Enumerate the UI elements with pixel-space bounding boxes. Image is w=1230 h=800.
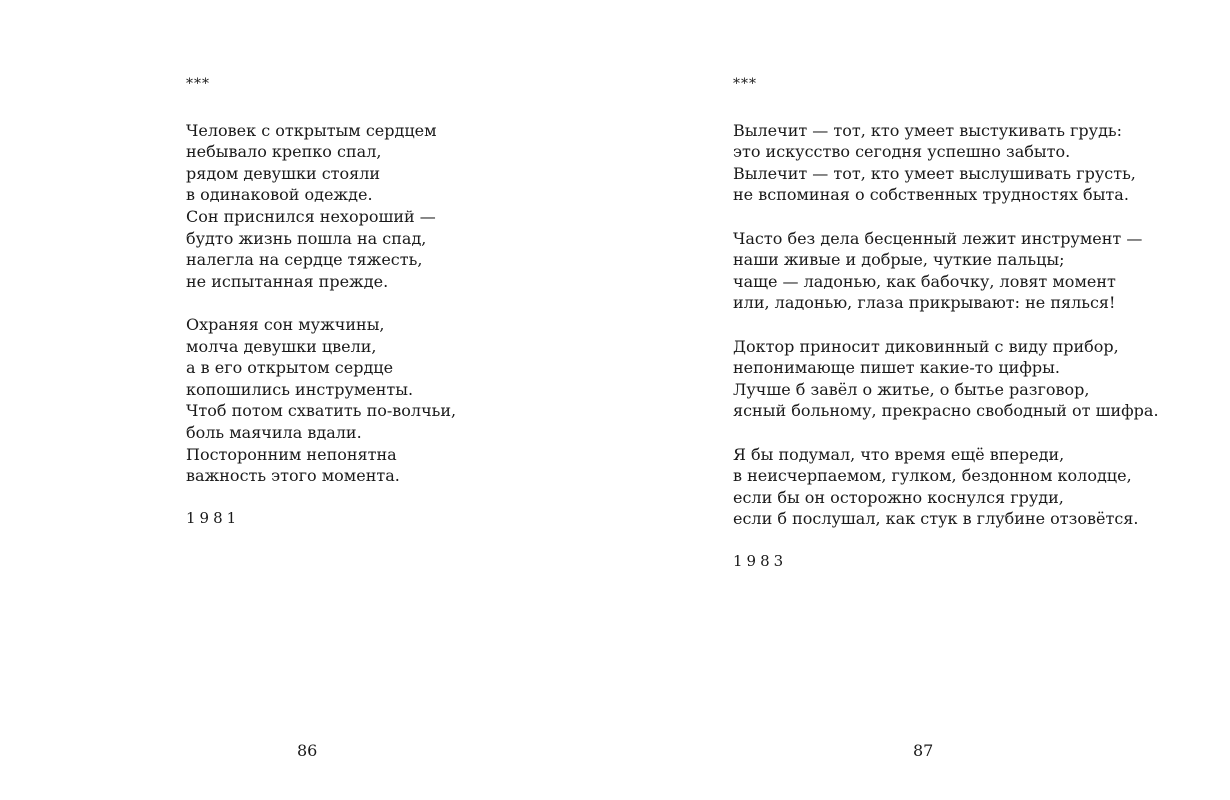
- poem-line: это искусство сегодня успешно забыто.: [733, 142, 1071, 162]
- page-number: 86: [297, 741, 318, 760]
- page-number: 87: [913, 741, 934, 760]
- poem-line: Сон приснился нехороший —: [186, 206, 436, 226]
- stanza: [186, 314, 456, 487]
- poem-line: налегла на сердце тяжесть,: [186, 250, 423, 270]
- poem-line: Доктор приносит диковинный с виду прибор,: [733, 336, 1119, 356]
- poem-separator: ***: [186, 76, 210, 92]
- poem-line: наши живые и добрые, чуткие пальцы;: [733, 250, 1065, 270]
- poem-line: ясный больному, прекрасно свободный от шифра.: [733, 401, 1159, 421]
- poem-line: в одинаковой одежде.: [186, 185, 373, 205]
- poem-year: 1983: [733, 552, 788, 571]
- poem-line: копошились инструменты.: [186, 379, 414, 399]
- poem-line: Чтоб потом схватить по-волчьи,: [186, 401, 457, 421]
- stanza: [186, 120, 456, 293]
- poem-line: Вылечит — тот, кто умеет выслушивать грусть,: [733, 163, 1136, 183]
- poem-line: Я бы подумал, что время ещё впереди,: [733, 444, 1065, 464]
- poem-line: не испытанная прежде.: [186, 271, 389, 291]
- poem-line: Лучше б завёл о житье, о бытье разговор,: [733, 379, 1090, 399]
- poem-line: важность этого момента.: [186, 466, 400, 486]
- poem-left: [186, 72, 456, 530]
- poem-line: рядом девушки стояли: [186, 163, 381, 183]
- stanza: [733, 444, 1159, 530]
- poem-line: непонимающе пишет какие-то цифры.: [733, 358, 1060, 378]
- poem-line: Часто без дела бесценный лежит инструмент —: [733, 228, 1143, 248]
- poem-line: Посторонним непонятна: [186, 444, 397, 464]
- poem-line: будто жизнь пошла на спад,: [186, 228, 427, 248]
- poem-right: [733, 72, 1159, 573]
- stanza: [733, 120, 1159, 206]
- poem-line: Вылечит — тот, кто умеет выстукивать грудь:: [733, 120, 1123, 140]
- stanza: [733, 336, 1159, 422]
- right-page: [615, 0, 1230, 800]
- poem-line: или, ладонью, глаза прикрывают: не пялься!: [733, 293, 1116, 313]
- stanza: [733, 228, 1159, 314]
- poem-line: Охраняя сон мужчины,: [186, 314, 385, 334]
- poem-line: если бы он осторожно коснулся груди,: [733, 487, 1064, 507]
- poem-separator: ***: [733, 76, 757, 92]
- poem-line: Человек с открытым сердцем: [186, 120, 437, 140]
- poem-line: молча девушки цвели,: [186, 336, 377, 356]
- poem-line: боль маячила вдали.: [186, 422, 362, 442]
- poem-year: 1981: [186, 509, 241, 528]
- poem-line: а в его открытом сердце: [186, 358, 394, 378]
- poem-line: если б послушал, как стук в глубине отзовётся.: [733, 509, 1139, 529]
- poem-line: чаще — ладонью, как бабочку, ловят момент: [733, 271, 1116, 291]
- poem-line: небывало крепко спал,: [186, 142, 382, 162]
- poem-line: не вспоминая о собственных трудностях быта.: [733, 185, 1129, 205]
- poem-line: в неисчерпаемом, гулком, бездонном колодце,: [733, 466, 1132, 486]
